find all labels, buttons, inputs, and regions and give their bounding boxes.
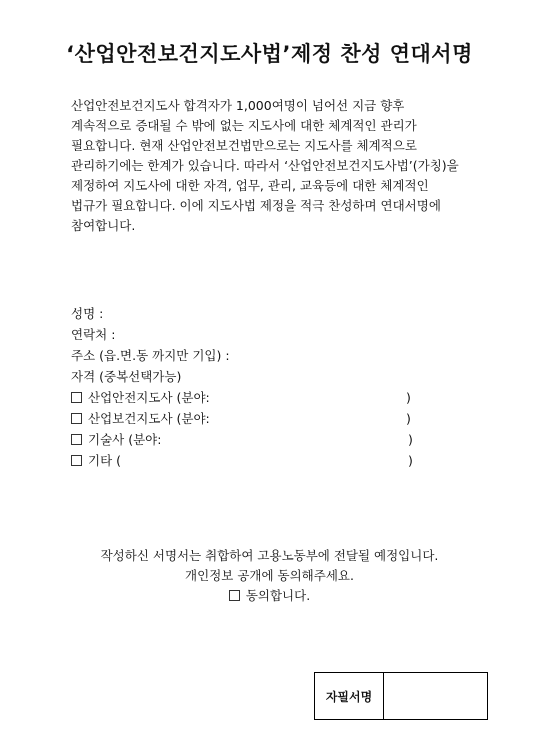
address-field[interactable] xyxy=(71,345,491,366)
option-checkbox[interactable] xyxy=(71,413,82,424)
signature-table xyxy=(314,672,488,720)
option-row xyxy=(71,450,491,471)
footer-notice xyxy=(0,546,539,606)
consent-row xyxy=(0,586,539,606)
paragraph-line: 계속적으로 증대될 수 밖에 없는 지도사에 대한 체계적인 관리가 xyxy=(71,118,417,133)
footer-line: 개인정보 공개에 동의해주세요. xyxy=(185,568,354,583)
option-checkbox[interactable] xyxy=(71,455,82,466)
option-label: 기타 ( xyxy=(88,453,122,468)
body-paragraph xyxy=(71,96,491,236)
paragraph-line: 관리하기에는 한계가 있습니다. 따라서 ‘산업안전보건지도사법’(가칭)을 xyxy=(71,158,459,173)
consent-label: 동의합니다. xyxy=(245,588,311,603)
footer-line: 작성하신 서명서는 취합하여 고용노동부에 전달될 예정입니다. xyxy=(100,548,439,563)
option-row xyxy=(71,429,491,450)
qualification-heading xyxy=(71,366,491,387)
option-row xyxy=(71,408,491,429)
option-close-paren: ) xyxy=(408,453,413,468)
option-label: 기술사 (분야: xyxy=(88,432,162,447)
paragraph-line: 제정하여 지도사에 대한 자격, 업무, 관리, 교육등에 대한 체계적인 xyxy=(71,178,429,193)
paragraph-line: 필요합니다. 현재 산업안전보건법만으로는 지도사를 체계적으로 xyxy=(71,138,417,153)
qualification-label: 자격 (중복선택가능) xyxy=(71,369,182,384)
option-row xyxy=(71,387,491,408)
signature-label: 자필서명 xyxy=(315,673,384,719)
option-close-paren: ) xyxy=(406,390,411,405)
contact-field[interactable] xyxy=(71,324,491,345)
contact-label: 연락처 : xyxy=(71,327,116,342)
option-checkbox[interactable] xyxy=(71,434,82,445)
page-title: ‘산업안전보건지도사법’제정 찬성 연대서명 xyxy=(66,42,473,66)
option-label: 산업안전지도사 (분야: xyxy=(88,390,210,405)
form-fields xyxy=(71,303,491,471)
option-checkbox[interactable] xyxy=(71,392,82,403)
paragraph-line: 법규가 필요합니다. 이에 지도사법 제정을 적극 찬성하며 연대서명에 xyxy=(71,198,441,213)
name-label: 성명 : xyxy=(71,306,104,321)
paragraph-line: 산업안전보건지도사 합격자가 1,000여명이 넘어선 지금 향후 xyxy=(71,98,405,113)
option-label: 산업보건지도사 (분야: xyxy=(88,411,210,426)
option-close-paren: ) xyxy=(408,432,413,447)
consent-checkbox[interactable] xyxy=(229,590,240,601)
name-field[interactable] xyxy=(71,303,491,324)
signature-box[interactable] xyxy=(384,673,487,719)
option-close-paren: ) xyxy=(406,411,411,426)
paragraph-line: 참여합니다. xyxy=(71,218,136,233)
address-label: 주소 (읍.면.동 까지만 기입) : xyxy=(71,348,230,363)
